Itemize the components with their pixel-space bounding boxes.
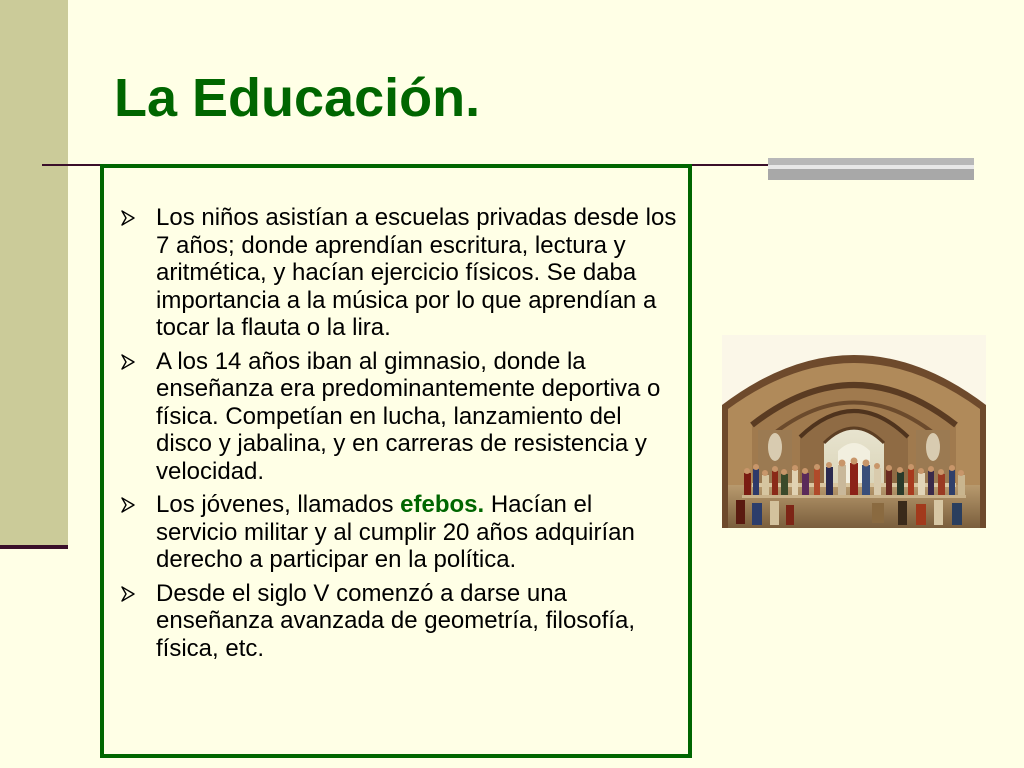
arrow-bullet-icon (120, 497, 136, 513)
left-decorative-band (0, 0, 68, 545)
slide-title: La Educación. (114, 68, 481, 128)
bullet-item (114, 580, 680, 663)
highlight-term-efebos: efebos. (400, 491, 485, 518)
bullet-list (104, 168, 688, 662)
painting-illustration (722, 335, 986, 528)
left-band-underline (0, 545, 68, 549)
arrow-bullet-icon (120, 210, 136, 226)
school-of-athens-painting (722, 335, 986, 528)
bullet-item (114, 491, 680, 574)
bullet-item (114, 348, 680, 486)
title-rule-left (42, 164, 100, 166)
content-box (100, 164, 692, 758)
bullet-text: A los 14 años iban al gimnasio, donde la enseñanza era predominantemente deportiva o física. Competían en lucha, lanzamiento del disco y jabalina, y en carreras de resistencia y velocidad. (156, 347, 661, 485)
decorative-gray-bar (768, 158, 974, 180)
bullet-text: Desde el siglo V comenzó a darse una enseñanza avanzada de geometría, filosofía, física, etc. (156, 579, 635, 662)
arrow-bullet-icon (120, 586, 136, 602)
bullet-item (114, 204, 680, 342)
arrow-bullet-icon (120, 354, 136, 370)
bullet-text: Los niños asistían a escuelas privadas desde los 7 años; donde aprendían escritura, lectura y aritmética, y hacían ejercicio físicos. Se daba importancia a la música por lo que aprendían a tocar la flauta o la lira. (156, 204, 677, 341)
bullet-text-after: Hacían el servicio militar y al cumplir 20 años adquirían derecho a participar en la política. (156, 491, 635, 573)
bullet-text-before: Los jóvenes, llamados (156, 491, 401, 518)
title-rule-right (692, 164, 770, 166)
